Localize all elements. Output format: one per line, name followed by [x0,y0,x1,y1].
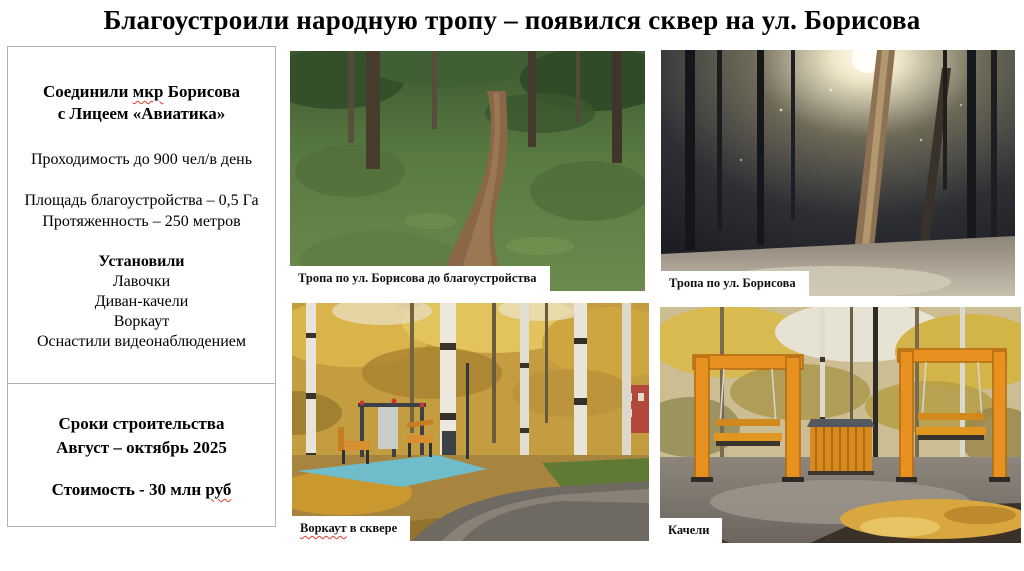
spacer [8,232,275,252]
installed-item: Воркаут [113,313,170,330]
spacer [8,125,275,149]
installed-item: Оснастили видеонаблюдением [36,333,246,350]
forest-trail-illustration [290,51,645,291]
photo-caption: Тропа по ул. Борисова до благоустройства [290,266,550,291]
installed-item: Диван-качели [94,293,189,310]
photo-workout [292,303,649,541]
info-panel-top [8,47,275,384]
timeline-dates: Август – октябрь 2025 [56,438,227,457]
installed-heading: Установили [98,253,185,270]
caption-text: в сквере [346,521,398,535]
connected-heading-line2: с Лицеем «Авиатика» [57,104,226,123]
area-line: Площадь благоустройства – 0,5 Га [24,192,259,209]
traffic-line: Проходимость до 900 чел/в день [30,151,253,168]
length-line: Протяженность – 250 метров [42,213,241,230]
info-panel-bottom [8,384,275,502]
cost-line [8,478,275,502]
info-panel [7,46,276,527]
photo-caption: Качели [660,518,722,543]
cost-spellcheck-word: руб [205,480,232,499]
heading-text: Борисова [163,82,241,101]
spacer [8,460,275,478]
spacer [8,170,275,190]
installed-item: Лавочки [112,273,171,290]
caption-spellcheck-word: Воркаут [300,521,347,535]
cost-text: Стоимость - 30 млн [51,480,206,499]
workout-park-illustration [292,303,649,541]
photo-caption [292,516,410,541]
slide-title: Благоустроили народную тропу – появился сквер на ул. Борисова [103,5,921,35]
photo-trail-night [661,50,1015,296]
photo-caption: Тропа по ул. Борисова [661,271,809,296]
swings-illustration [660,307,1021,543]
heading-text: Соединили [42,82,133,101]
heading-spellcheck-word: мкр [132,82,164,101]
photo-swings [660,307,1021,543]
photo-trail-before [290,51,645,291]
night-trail-illustration [661,50,1015,296]
connected-heading [8,81,275,103]
timeline-heading: Сроки строительства [58,414,225,433]
